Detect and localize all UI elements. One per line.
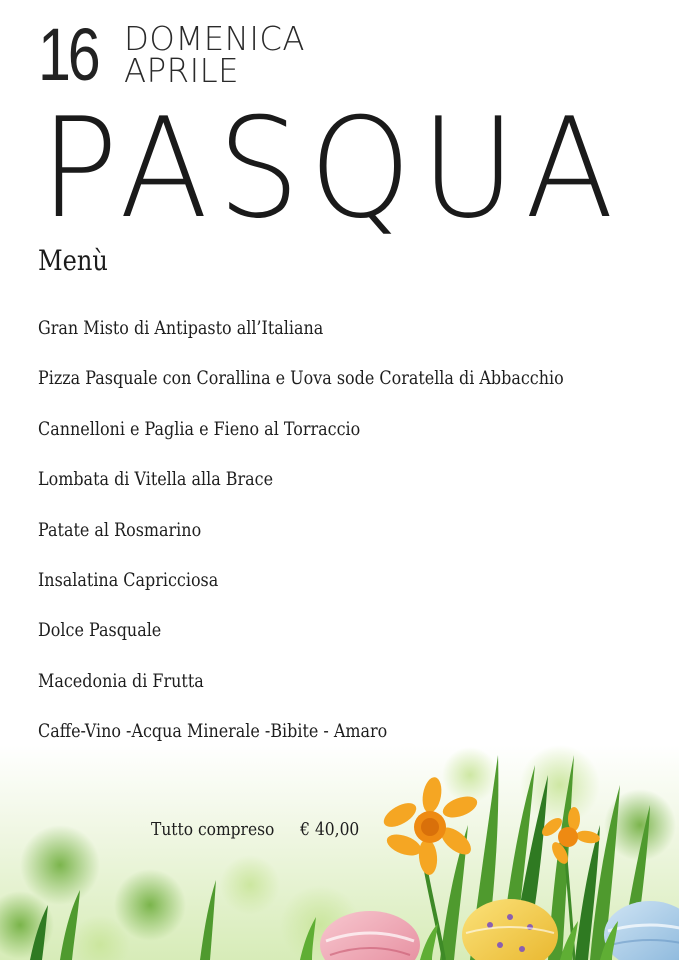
included-label: Tutto compreso: [151, 819, 275, 840]
menu-item: Macedonia di Frutta: [38, 669, 204, 692]
menu-item: Insalatina Capricciosa: [38, 568, 219, 591]
menu-item: Caffe-Vino -Acqua Minerale -Bibite - Amaro: [38, 720, 388, 743]
menu-item: Pizza Pasquale con Corallina e Uova sode Coratella di Abbacchio: [38, 367, 564, 390]
menu-title: Menù: [38, 244, 108, 277]
menu-item: Dolce Pasquale: [38, 619, 162, 642]
spring-illustration: [0, 745, 679, 960]
holiday-title: PASQUA: [40, 88, 624, 249]
day-number: 16: [38, 13, 98, 96]
menu-item: Cannelloni e Paglia e Fieno al Torraccio: [38, 417, 361, 440]
menu-list: [38, 314, 664, 768]
menu-item: Lombata di Vitella alla Brace: [38, 468, 274, 491]
price-row: [151, 819, 359, 840]
menu-item: Gran Misto di Antipasto all’Italiana: [38, 317, 324, 339]
price-value: € 40,00: [300, 819, 360, 840]
menu-item: Patate al Rosmarino: [38, 518, 202, 541]
month: APRILE: [124, 51, 240, 90]
weekday: DOMENICA: [124, 19, 306, 58]
